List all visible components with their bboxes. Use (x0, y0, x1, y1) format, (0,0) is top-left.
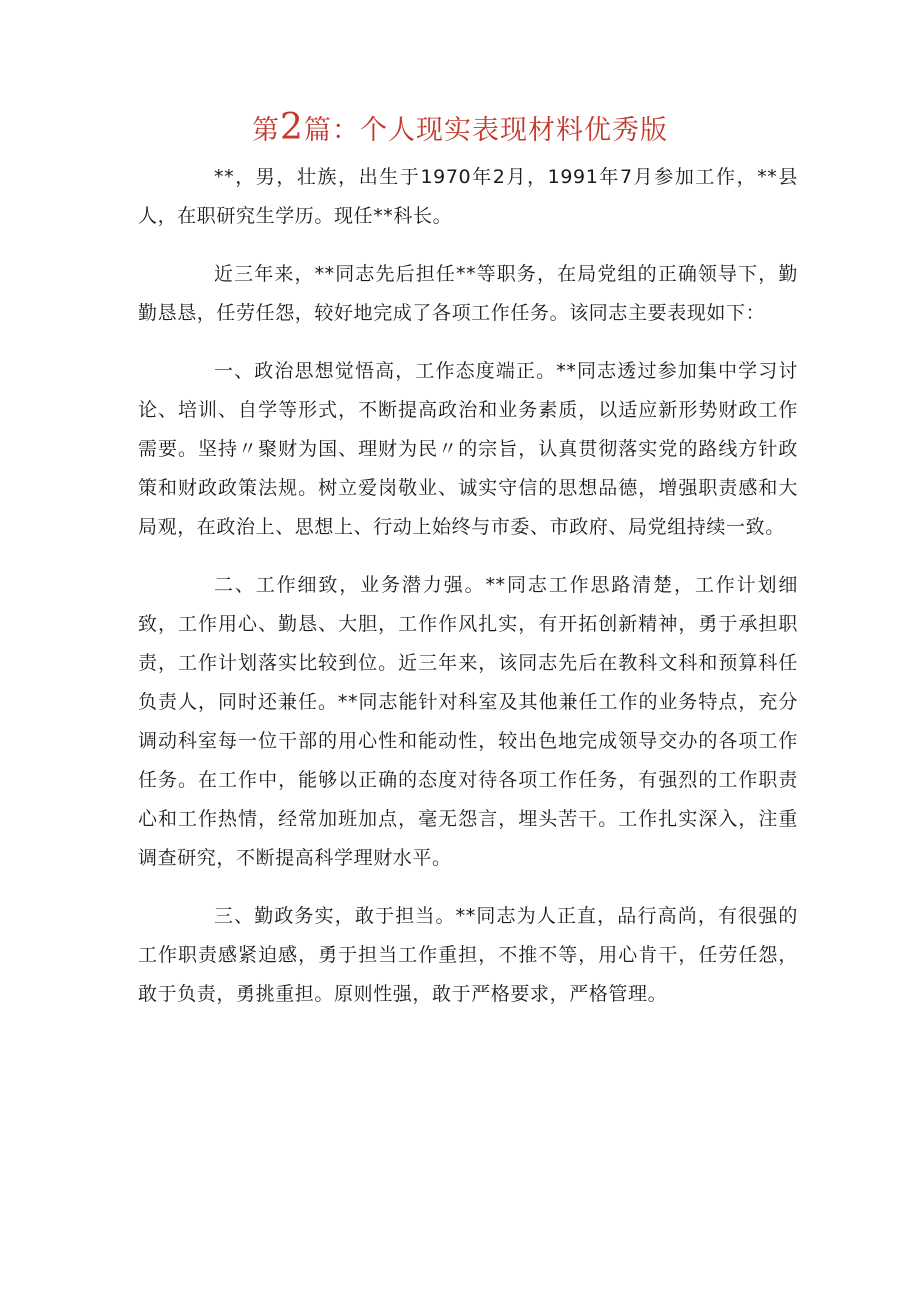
document-title (0, 108, 920, 151)
paragraph-section-three: 三、勤政务实，敢于担当。**同志为人正直，品行高尚，有很强的工作职责感紧迫感，勇于担当工作重担，不推不等，用心肯干，任劳任怨，敢于负责，勇挑重担。原则性强，敢于严格要求，严格管理。 (138, 905, 798, 1005)
paragraph-section-two: 二、工作细致，业务潜力强。**同志工作思路清楚，工作计划细致，工作用心、勤恳、大胆，工作作风扎实，有开拓创新精神，勇于承担职责，工作计划落实比较到位。近三年来，该同志先后在教科文科和预算科任负责人，同时还兼任。**同志能针对科室及其他兼任工作的业务特点，充分调动科室每一位干部的用心性和能动性，较出色地完成领导交办的各项工作任务。在工作中，能够以正确的态度对待各项工作任务，有强烈的工作职责心和工作热情，经常加班加点，毫无怨言，埋头苦干。工作扎实深入，注重调查研究，不断提高科学理财水平。 (138, 574, 798, 869)
paragraph-overview: 近三年来，**同志先后担任**等职务，在局党组的正确领导下，勤勤恳恳，任劳任怨，较好地完成了各项工作任务。该同志主要表现如下： (138, 263, 798, 324)
paragraph-basic-info: **，男，壮族，出生于1970年2月，1991年7月参加工作，**县人，在职研究生学历。现任**科长。 (138, 166, 798, 227)
title-prefix: 第 (252, 115, 281, 146)
title-number: 2 (280, 107, 304, 148)
title-suffix: 篇：个人现实表现材料优秀版 (303, 115, 668, 146)
document-body (138, 158, 798, 1033)
paragraph-section-one: 一、政治思想觉悟高，工作态度端正。**同志透过参加集中学习讨论、培训、自学等形式，不断提高政治和业务素质，以适应新形势财政工作需要。坚持〃聚财为国、理财为民〃的宗旨，认真贯彻落实党的路线方针政策和财政政策法规。树立爱岗敬业、诚实守信的思想品德，增强职责感和大局观，在政治上、思想上、行动上始终与市委、市政府、局党组持续一致。 (138, 360, 798, 538)
